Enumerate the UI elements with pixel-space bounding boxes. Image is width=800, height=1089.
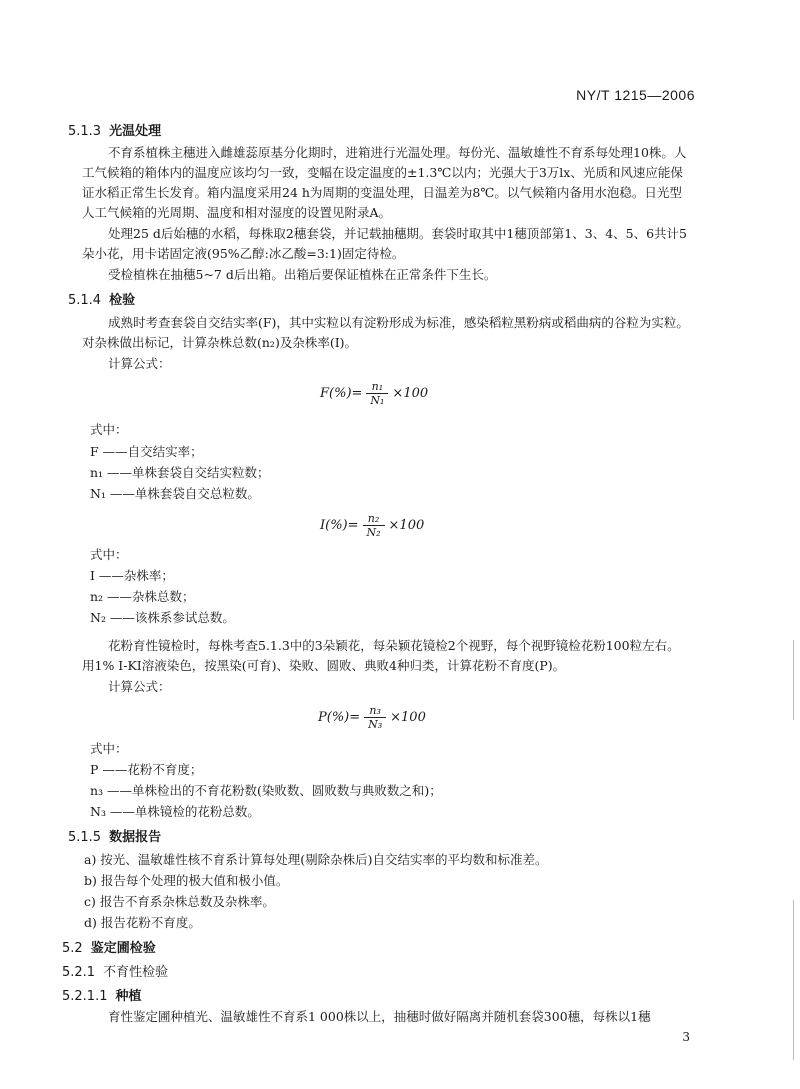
numerator: n₃ [369,704,381,717]
heading-5-2-1 [62,961,168,980]
formula-right: ×100 [392,386,429,401]
fraction [366,380,388,407]
numerator: n₁ [371,380,384,393]
fraction [363,512,385,539]
heading-5-2 [62,937,156,956]
formula-left: P(%)= [318,710,361,725]
list-item: c) 报告不育系杂株总数及杂株率。 [84,894,275,909]
section-number: 5.2 [62,941,83,956]
list-item: d) 报告花粉不育度。 [84,915,201,930]
section-title: 光温处理 [109,124,162,139]
section-title: 种植 [115,989,142,1004]
denominator: N₁ [370,394,385,407]
list-item: a) 按光、温敏雄性核不育系计算每处理(剔除杂株后)自交结实率的平均数和标准差。 [84,852,548,867]
paragraph: 不育系植株主穗进入雌雄蕊原基分化期时，进箱进行光温处理。每份光、温敏雄性不育系每处理10株。人工气候箱的箱体内的温度应该均匀一致，变幅在设定温度的±1.3℃以内；光强大于3万lx、光质和风速应能保证水稻正常生长发育。箱内温度采用24 h为周期的变温处理，日温差为8℃。以气候箱内备用水泡稳。日光型人工气候箱的光周期、温度和相对湿度的设置见附录A。 [82,145,687,220]
section-title: 鉴定圃检验 [90,941,156,956]
page-number: 3 [682,1030,690,1044]
where-label: 式中： [90,547,128,562]
variable-list [90,441,270,504]
list-item: F ——自交结实率； [90,444,203,459]
list-item: N₂ ——该株系参试总数。 [90,610,235,625]
denominator: N₃ [368,718,383,731]
calc-label: 计算公式： [108,679,171,694]
formula-right: ×100 [388,518,425,533]
where-label: 式中： [90,422,128,437]
fraction [364,704,386,731]
section-number: 5.1.5 [68,830,102,845]
formula-P [318,704,426,731]
list-item: n₂ ——杂株总数； [90,589,195,604]
section-title: 检验 [109,293,136,308]
heading-5-1-4 [68,289,135,308]
denominator: N₂ [366,526,381,539]
list-item: n₁ ——单株套袋自交结实粒数； [90,465,270,480]
section-number: 5.2.1.1 [62,989,108,1004]
paragraph: 成熟时考查套袋自交结实率(F)，其中实粒以有淀粉形成为标准，感染稻粒黑粉病或稻曲病的谷粒为实粒。对杂株做出标记，计算杂株总数(n₂)及杂株率(I)。 [82,315,689,350]
list-item: N₃ ——单株镜检的花粉总数。 [90,804,260,819]
list-item: I ——杂株率； [90,568,174,583]
list-item: b) 报告每个处理的极大值和极小值。 [84,873,289,888]
standard-number: NY/T 1215—2006 [576,87,695,103]
scan-edge-mark [793,640,794,720]
list-item: N₁ ——单株套袋自交总粒数。 [90,486,260,501]
formula-left: I(%)= [320,518,359,533]
heading-5-2-1-1 [62,985,142,1004]
paragraph: 受检植株在抽穗5~7 d后出箱。出箱后要保证植株在正常条件下生长。 [108,267,497,282]
section-number: 5.1.4 [68,293,102,308]
report-list [84,849,548,933]
formula-left: F(%)= [320,386,363,401]
variable-list [90,565,235,628]
numerator: n₂ [367,512,380,525]
list-item: P ——花粉不育度； [90,762,203,777]
paragraph: 育性鉴定圃种植光、温敏雄性不育系1 000株以上，抽穗时做好隔离并随机套袋300穗，每株以1穗 [108,1009,651,1024]
section-title: 不育性检验 [103,965,169,980]
variable-list [90,759,442,822]
formula-F [320,380,428,407]
heading-5-1-3 [68,120,161,139]
paragraph: 处理25 d后始穗的水稻，每株取2穗套袋，并记载抽穗期。套袋时取其中1穗顶部第1、3、4、5、6共计5朵小花，用卡诺固定液(95%乙醇:冰乙酸=3:1)固定待检。 [82,226,688,261]
paragraph: 花粉育性镜检时，每株考查5.1.3中的3朵颖花，每朵颖花镜检2个视野，每个视野镜检花粉100粒左右。用1% I-KI溶液染色，按黑染(可育)、染败、圆败、典败4种归类，计算花粉不育度(P)。 [82,638,680,673]
section-number: 5.2.1 [62,965,96,980]
section-title: 数据报告 [109,830,162,845]
where-label: 式中： [90,741,128,756]
section-number: 5.1.3 [68,124,102,139]
formula-I [320,512,424,539]
formula-right: ×100 [390,710,426,725]
heading-5-1-5 [68,826,161,845]
calc-label: 计算公式： [108,356,171,371]
list-item: n₃ ——单株检出的不育花粉数(染败数、圆败数与典败数之和)； [90,783,442,798]
scan-edge-mark [793,900,794,1060]
